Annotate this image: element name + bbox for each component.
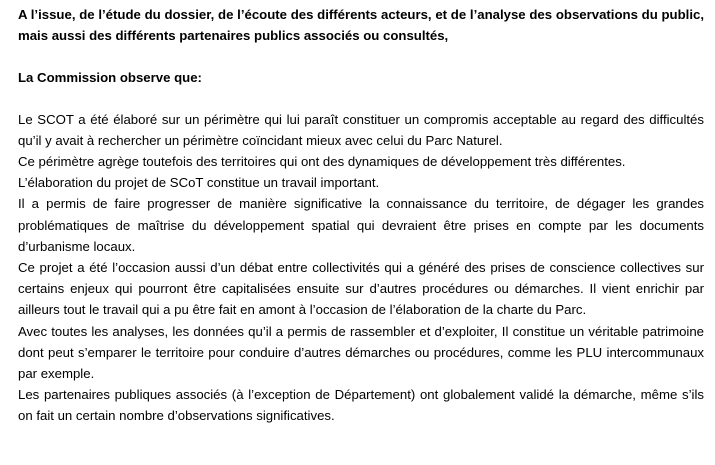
paragraph-elaboration: L’élaboration du projet de SCoT constitue un travail important. xyxy=(18,175,380,191)
observations-text xyxy=(18,109,704,427)
intro-paragraph: A l’issue, de l’étude du dossier, de l’écoute des différents acteurs, et de l’analyse des observations du public, mais aussi des différents partenaires publics associés ou consultés, xyxy=(18,7,704,44)
paragraph-knowledge: Il a permis de faire progresser de manière significative la connaissance du territoire, de dégager les grandes problématiques de maîtrise du développement spatial qui devraient être prises en compte par les documents d’urbanisme locaux. xyxy=(18,196,704,254)
paragraph-territories: Ce périmètre agrège toutefois des territoires qui ont des dynamiques de développement très différentes. xyxy=(18,154,626,170)
paragraph-perimeter: Le SCOT a été élaboré sur un périmètre qui lui paraît constituer un compromis acceptable au regard des difficultés qu’il y avait à rechercher un périmètre coïncidant mieux avec celui du Parc Naturel. xyxy=(18,111,704,148)
document-body xyxy=(18,4,704,427)
paragraph-partners: Les partenaires publiques associés (à l’exception de Département) ont globalement validé la démarche, même s’ils on fait un certain nombre d’observations significatives. xyxy=(18,387,704,424)
paragraph-heritage: Avec toutes les analyses, les données qu’il a permis de rassembler et d’exploiter, Il constitue un véritable patrimoine dont peut s’emparer le territoire pour conduire d’autres démarches ou procédures, comme les PLU intercommunaux par exemple. xyxy=(18,323,704,382)
section-heading: La Commission observe que: xyxy=(18,70,202,86)
paragraph-debate: Ce projet a été l’occasion aussi d’un débat entre collectivités qui a généré des prises de conscience collectives sur certains enjeux qui pourront être capitalisées ensuite sur d’autres procédures ou démarches. Il vient enrichir par ailleurs tout le travail qui a pu être fait en amont à l’occasion de l’élaboration de la charte du Parc. xyxy=(18,260,704,318)
